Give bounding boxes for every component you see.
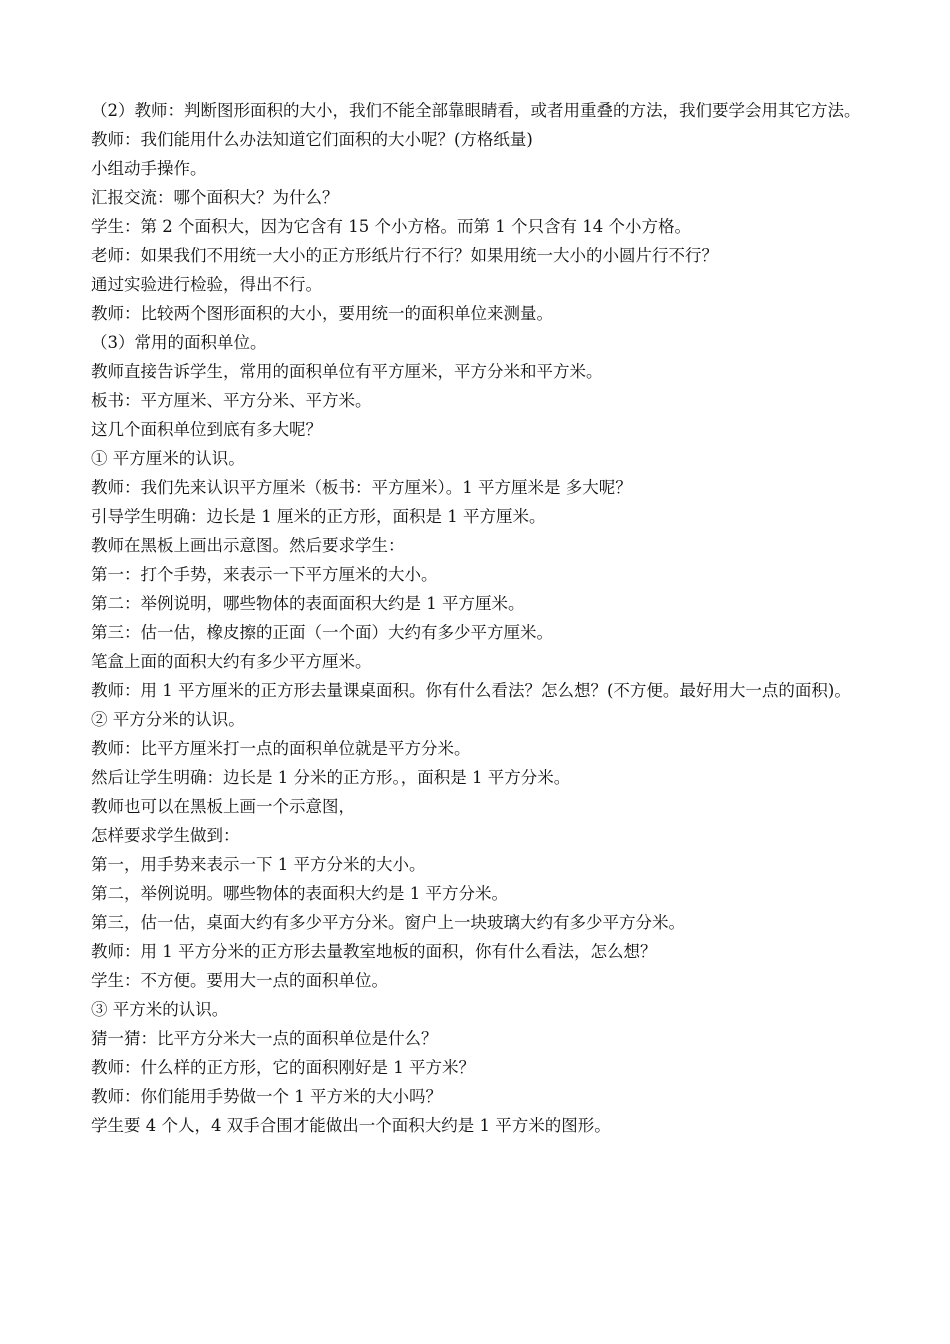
paragraph: 板书：平方厘米、平方分米、平方米。 (91, 391, 372, 410)
paragraph: 笔盒上面的面积大约有多少平方厘米。 (91, 652, 372, 671)
paragraph: 小组动手操作。 (91, 159, 207, 178)
paragraph: （2）教师：判断图形面积的大小，我们不能全部靠眼睛看，或者用重叠的方法，我们要学会用其它方法。 (91, 101, 861, 120)
paragraph: 教师也可以在黑板上画一个示意图， (91, 797, 355, 816)
paragraph: 学生要 4 个人，4 双手合围才能做出一个面积大约是 1 平方米的图形。 (91, 1116, 611, 1135)
paragraph: 教师：什么样的正方形，它的面积刚好是 1 平方米？ (91, 1058, 475, 1077)
paragraph: 第三，估一估，桌面大约有多少平方分米。窗户上一块玻璃大约有多少平方分米。 (91, 913, 685, 932)
paragraph: （3）常用的面积单位。 (91, 333, 267, 352)
paragraph: 这几个面积单位到底有多大呢？ (91, 420, 322, 439)
paragraph: 第三：估一估，橡皮擦的正面（一个面）大约有多少平方厘米。 (91, 623, 553, 642)
paragraph: 第一：打个手势，来表示一下平方厘米的大小。 (91, 565, 438, 584)
paragraph: 第二：举例说明，哪些物体的表面面积大约是 1 平方厘米。 (91, 594, 525, 613)
paragraph: 教师：比较两个图形面积的大小，要用统一的面积单位来测量。 (91, 304, 553, 323)
paragraph: ② 平方分米的认识。 (91, 710, 245, 729)
paragraph: 教师：我们先来认识平方厘米（板书：平方厘米）。1 平方厘米是 多大呢？ (91, 478, 632, 497)
paragraph: 教师：你们能用手势做一个 1 平方米的大小吗？ (91, 1087, 442, 1106)
paragraph: ① 平方厘米的认识。 (91, 449, 245, 468)
paragraph: 教师：用 1 平方厘米的正方形去量课桌面积。你有什么看法？怎么想？(不方便。最好用大一点的面积)。 (91, 681, 851, 700)
paragraph: 然后让学生明确：边长是 1 分米的正方形。，面积是 1 平方分米。 (91, 768, 571, 787)
paragraph: 第二，举例说明。哪些物体的表面积大约是 1 平方分米。 (91, 884, 508, 903)
paragraph: 学生：第 2 个面积大，因为它含有 15 个小方格。而第 1 个只含有 14 个小方格。 (91, 217, 691, 236)
paragraph: 老师：如果我们不用统一大小的正方形纸片行不行？如果用统一大小的小圆片行不行？ (91, 246, 718, 265)
document-body (58, 96, 896, 1140)
paragraph: 汇报交流：哪个面积大？为什么？ (91, 188, 339, 207)
paragraph: 第一，用手势来表示一下 1 平方分米的大小。 (91, 855, 426, 874)
paragraph: 通过实验进行检验，得出不行。 (91, 275, 322, 294)
paragraph: 教师：用 1 平方分米的正方形去量教室地板的面积，你有什么看法，怎么想？ (91, 942, 657, 961)
paragraph: 怎样要求学生做到： (91, 826, 240, 845)
paragraph: 教师：比平方厘米打一点的面积单位就是平方分米。 (91, 739, 471, 758)
paragraph: 引导学生明确：边长是 1 厘米的正方形，面积是 1 平方厘米。 (91, 507, 546, 526)
paragraph: 教师直接告诉学生，常用的面积单位有平方厘米，平方分米和平方米。 (91, 362, 603, 381)
paragraph: 学生：不方便。要用大一点的面积单位。 (91, 971, 388, 990)
paragraph: ③ 平方米的认识。 (91, 1000, 229, 1019)
paragraph: 教师：我们能用什么办法知道它们面积的大小呢？(方格纸量) (91, 130, 533, 149)
paragraph: 猜一猜：比平方分米大一点的面积单位是什么？ (91, 1029, 438, 1048)
paragraph: 教师在黑板上画出示意图。然后要求学生： (91, 536, 405, 555)
